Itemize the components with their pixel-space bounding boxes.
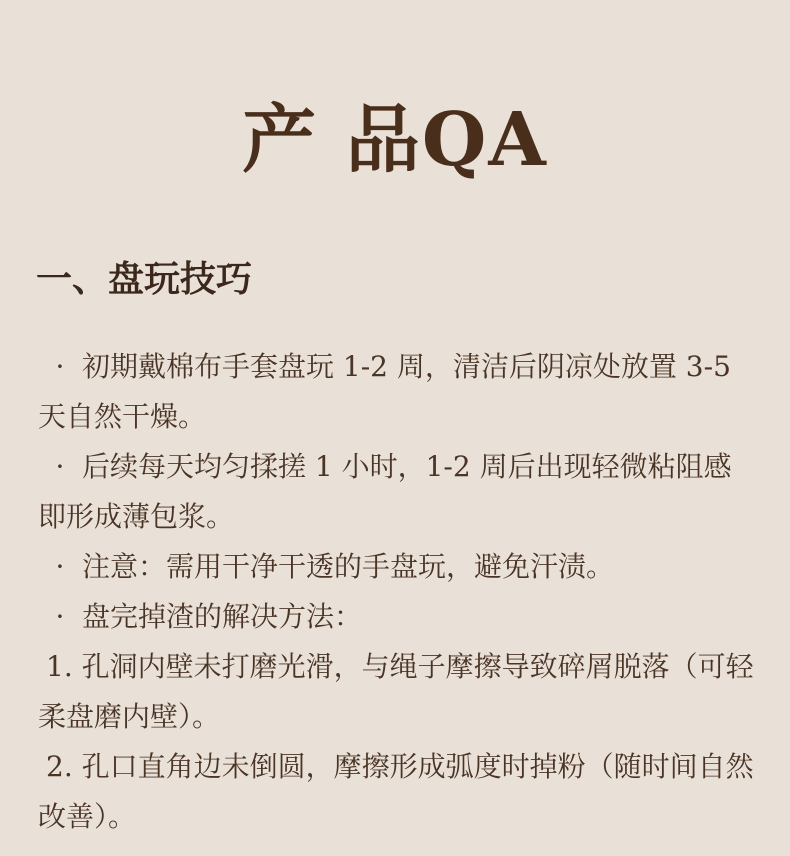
tip-item [38,442,754,542]
tip-text: 注意：需用干净干透的手盘玩，避免汗渍。 [82,550,615,583]
bullet-icon: · [55,550,65,583]
qa-content [38,342,754,842]
tip-text: 初期戴棉布手套盘玩 1-2 周，清洁后阴凉处放置 3-5 天自然干燥。 [38,350,731,433]
bullet-icon: · [55,450,65,483]
tip-text: 盘完掉渣的解决方法： [82,600,363,633]
tip-item [38,342,754,442]
tip-text: 后续每天均匀揉搓 1 小时，1-2 周后出现轻微粘阻感即形成薄包浆。 [38,450,732,533]
page-title: 产 品QA [242,97,548,183]
tip-item [38,542,754,592]
tip-item [38,592,754,642]
solution-item [38,642,754,742]
solution-item [38,742,754,842]
solution-text: 2. 孔口直角边未倒圆，摩擦形成弧度时掉粉（随时间自然改善）。 [38,750,754,833]
bullet-icon: · [55,350,65,383]
bullet-icon: · [55,600,65,633]
section-heading: 一、盘玩技巧 [36,258,253,300]
solution-text: 1. 孔洞内壁未打磨光滑，与绳子摩擦导致碎屑脱落（可轻柔盘磨内壁）。 [38,650,754,733]
